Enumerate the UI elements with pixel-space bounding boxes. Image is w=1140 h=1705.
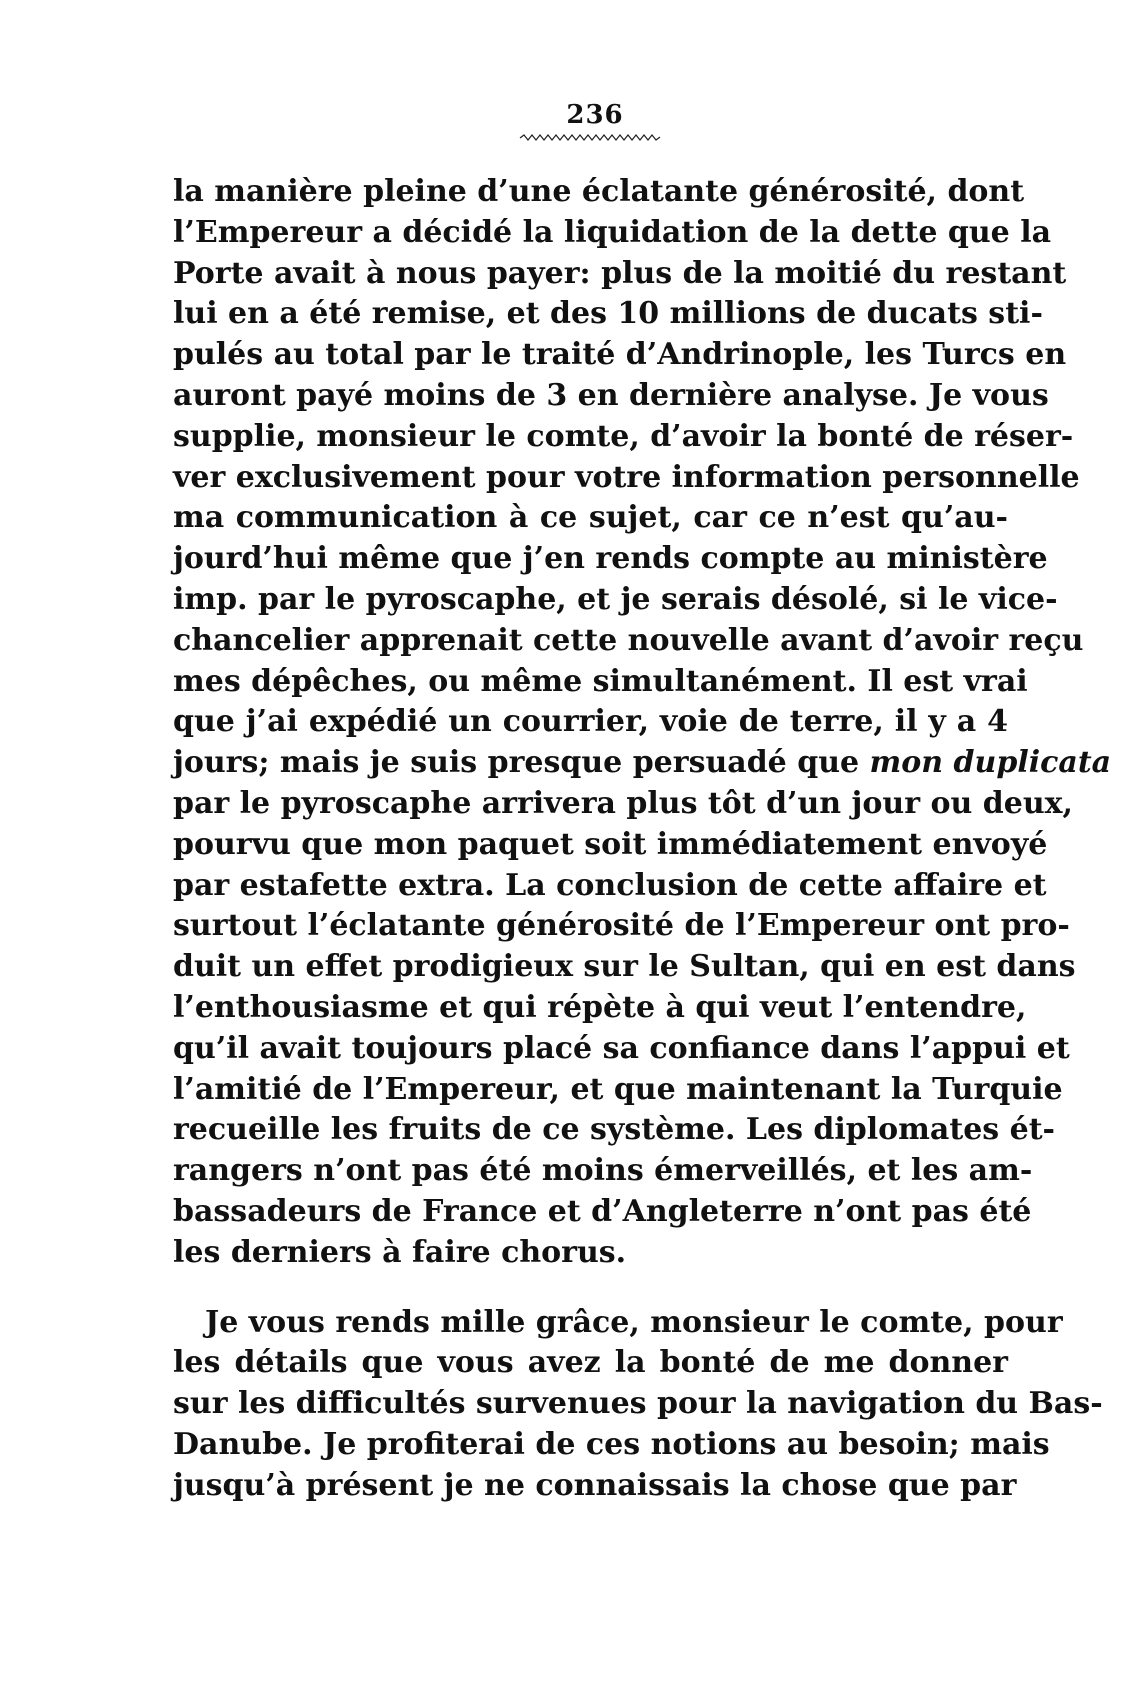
text-line-with-italic [173,743,1112,784]
text-line: lui en a été remise, et des 10 millions de ducats sti- [173,296,1043,332]
text-line: l’Empereur a décidé la liquidation de la dette que la [173,214,1052,250]
text-line: surtout l’éclatante générosité de l’Empereur ont pro- [173,908,1070,944]
text-line: la manière pleine d’une éclatante générosité, dont [173,174,1025,209]
text-line: les détails que vous avez la bonté de me donner [173,1345,1008,1381]
page-number: 236 [566,100,624,130]
text-line: imp. par le pyroscaphe, et je serais désolé, si le vice- [173,581,1058,617]
paragraph-1 [173,172,1112,1274]
text-line: mes dépêches, ou même simultanément. Il est vrai [173,663,1028,699]
text-line: jourd’hui même que j’en rends compte au ministère [173,541,1048,577]
text-line: l’amitié de l’Empereur, et que maintenant la Turquie [173,1071,1063,1107]
text-line: par estafette extra. La conclusion de cette affaire et [173,867,1047,903]
text-line: l’enthousiasme et qui répète à qui veut l’entendre, [173,989,1027,1025]
text-line: les derniers à faire chorus. [173,1234,627,1270]
text-line: rangers n’ont pas été moins émerveillés, et les am- [173,1153,1033,1189]
text-line: Porte avait à nous payer: plus de la moitié du restant [173,255,1067,291]
body-text [173,172,1112,1507]
text-line: pulés au total par le traité d’Andrinople, les Turcs en [173,337,1067,373]
paragraph-2 [173,1303,1103,1507]
text-line: jusqu’à présent je ne connaissais la chose que par [173,1467,1017,1503]
text-line: pourvu que mon paquet soit immédiatement envoyé [173,826,1048,862]
text-line: auront payé moins de 3 en dernière analyse. Je vous [173,377,1049,413]
text-line: par le pyroscaphe arrivera plus tôt d’un jour ou deux, [173,785,1073,821]
text-line: ver exclusivement pour votre information personnelle [173,459,1080,495]
paragraph-gap [173,1274,1008,1303]
text-line: bassadeurs de France et d’Angleterre n’ont pas été [173,1193,1032,1229]
page-number-ornament-rule [520,134,660,142]
text-line: supplie, monsieur le comte, d’avoir la bonté de réser- [173,418,1074,454]
text-line: duit un effet prodigieux sur le Sultan, qui en est dans [173,949,1076,985]
text-line: que j’ai expédié un courrier, voie de terre, il y a 4 [173,704,1008,740]
text-line: Je vous rends mille grâce, monsieur le comte, pour [205,1304,1063,1340]
italic-phrase: mon duplicata [869,745,1112,781]
text-segment: jours; mais je suis presque persuadé que [173,745,870,781]
text-line: qu’il avait toujours placé sa confiance dans l’appui et [173,1030,1070,1066]
text-line: ma communication à ce sujet, car ce n’est qu’au- [173,500,1008,536]
text-line: chancelier apprenait cette nouvelle avant d’avoir reçu [173,622,1084,658]
text-line: recueille les fruits de ce système. Les diplomates ét- [173,1112,1056,1148]
text-line: Danube. Je profiterai de ces notions au besoin; mais [173,1426,1050,1462]
text-line: sur les difficultés survenues pour la navigation du Bas- [173,1386,1103,1422]
